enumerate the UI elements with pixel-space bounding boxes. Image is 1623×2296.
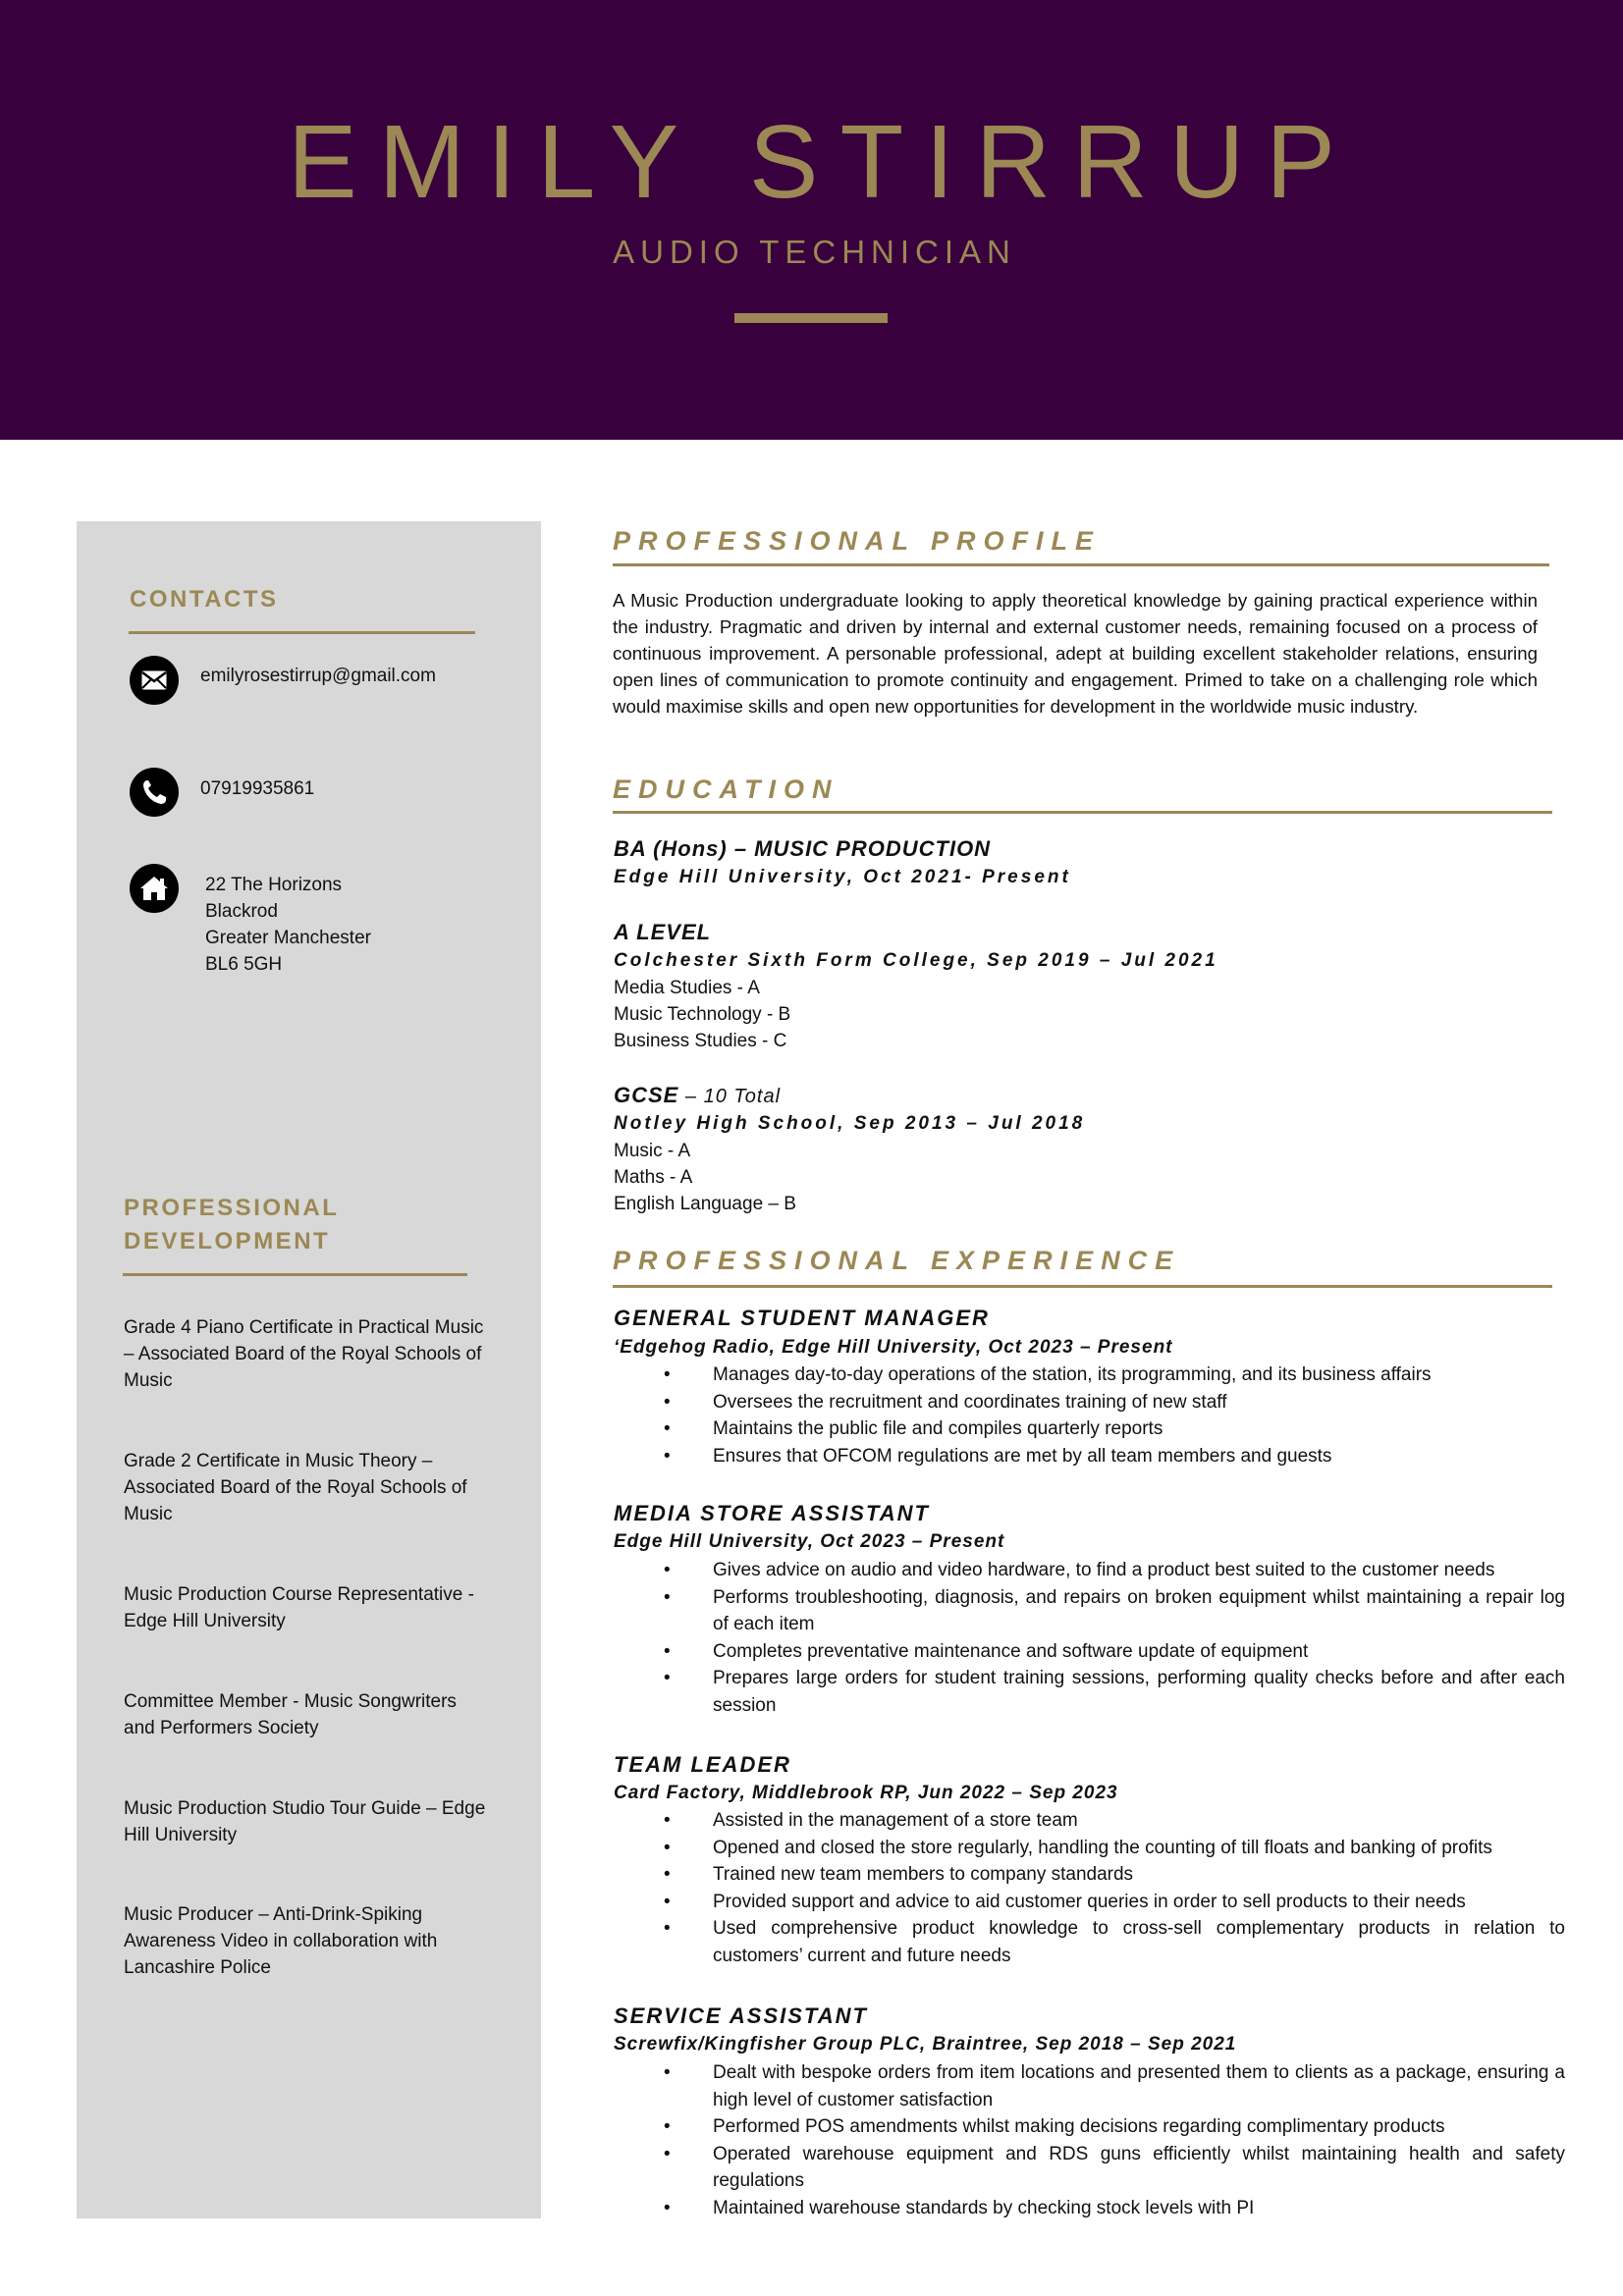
phone-number: 07919935861 bbox=[200, 778, 315, 799]
email-link[interactable]: emilyrosestirrup@gmail.com bbox=[200, 666, 436, 686]
duty-item: • Maintains the public file and compiles quarterly reports bbox=[615, 1415, 1565, 1443]
duty-item: • Performs troubleshooting, diagnosis, and repairs on broken equipment whilst maintaining a repair log of each item bbox=[615, 1584, 1565, 1638]
duty-item: • Assisted in the management of a store team bbox=[615, 1807, 1565, 1835]
job-employer: ‘Edgehog Radio, Edge Hill University, Oct 2023 – Present bbox=[614, 1337, 1173, 1358]
grade-line: Music - A bbox=[614, 1141, 691, 1161]
job-duties bbox=[615, 2059, 1565, 2222]
header-banner bbox=[0, 0, 1623, 440]
education-institution: Colchester Sixth Form College, Sep 2019 – Jul 2021 bbox=[614, 950, 1218, 971]
grade-line: Media Studies - A bbox=[614, 978, 760, 998]
contacts-divider bbox=[129, 631, 475, 634]
duty-item: • Opened and closed the store regularly, handling the counting of till floats and banking of profits bbox=[615, 1835, 1565, 1862]
job-employer: Card Factory, Middlebrook RP, Jun 2022 – Sep 2023 bbox=[614, 1783, 1118, 1803]
job-duties bbox=[615, 1807, 1565, 1970]
dev-item: Music Production Studio Tour Guide – Edge Hill University bbox=[124, 1798, 486, 1845]
grade-line: Maths - A bbox=[614, 1167, 693, 1188]
professional-development-heading bbox=[124, 1192, 339, 1258]
duty-item: • Operated warehouse equipment and RDS guns efficiently whilst maintaining health and safety regulations bbox=[615, 2141, 1565, 2195]
job-title: TEAM LEADER bbox=[614, 1752, 791, 1777]
contacts-heading: CONTACTS bbox=[130, 586, 279, 613]
dev-item: Committee Member - Music Songwriters and Performers Society bbox=[124, 1691, 457, 1738]
dev-item: Grade 2 Certificate in Music Theory – Associated Board of the Royal Schools of Music bbox=[124, 1451, 467, 1524]
education-divider bbox=[613, 811, 1552, 814]
duty-item: • Oversees the recruitment and coordinates training of new staff bbox=[615, 1389, 1565, 1416]
education-qualification bbox=[614, 1081, 781, 1111]
grades-list bbox=[614, 975, 790, 1054]
job-title: MEDIA STORE ASSISTANT bbox=[614, 1501, 930, 1525]
duty-item: • Maintained warehouse standards by checking stock levels with PI bbox=[615, 2195, 1565, 2222]
qualification-name: A LEVEL bbox=[614, 920, 712, 944]
phone-icon bbox=[130, 768, 179, 817]
address bbox=[205, 872, 371, 978]
home-icon bbox=[130, 864, 179, 913]
duty-item: • Gives advice on audio and video hardware, to find a product best suited to the customer needs bbox=[615, 1557, 1565, 1584]
job-employer: Edge Hill University, Oct 2023 – Present bbox=[614, 1531, 1005, 1552]
qualification-name: GCSE bbox=[614, 1083, 679, 1107]
envelope-icon bbox=[130, 656, 179, 705]
duty-item: • Manages day-to-day operations of the station, its programming, and its business affairs bbox=[615, 1362, 1565, 1389]
grades-list bbox=[614, 1138, 796, 1217]
duty-item: • Provided support and advice to aid customer queries in order to sell products to their needs bbox=[615, 1889, 1565, 1916]
candidate-name: EMILY STIRRUP bbox=[287, 104, 1358, 220]
duty-item: • Prepares large orders for student training sessions, performing quality checks before and after each session bbox=[615, 1665, 1565, 1719]
dev-item: Music Producer – Anti-Drink-Spiking Awareness Video in collaboration with Lancashire Police bbox=[124, 1904, 438, 1978]
job-title: SERVICE ASSISTANT bbox=[614, 2003, 868, 2028]
duty-item: • Performed POS amendments whilst making decisions regarding complimentary products bbox=[615, 2113, 1565, 2141]
duty-item: • Completes preventative maintenance and software update of equipment bbox=[615, 1638, 1565, 1666]
profile-heading: PROFESSIONAL PROFILE bbox=[613, 526, 1102, 556]
experience-heading: PROFESSIONAL EXPERIENCE bbox=[613, 1246, 1181, 1275]
duty-item: • Used comprehensive product knowledge to cross-sell complementary products in relation to customers’ current and future needs bbox=[615, 1915, 1565, 1969]
profile-divider bbox=[613, 563, 1549, 566]
job-employer: Screwfix/Kingfisher Group PLC, Braintree, Sep 2018 – Sep 2021 bbox=[614, 2034, 1237, 2055]
address-line: BL6 5GH bbox=[205, 954, 283, 975]
duty-item: • Ensures that OFCOM regulations are met by all team members and guests bbox=[615, 1443, 1565, 1470]
job-duties bbox=[615, 1557, 1565, 1720]
dev-heading-line: PROFESSIONAL bbox=[124, 1195, 340, 1221]
dev-heading-line: DEVELOPMENT bbox=[124, 1228, 331, 1255]
job-duties bbox=[615, 1362, 1565, 1469]
education-qualification bbox=[614, 834, 991, 864]
header-divider bbox=[734, 313, 888, 323]
profile-text: A Music Production undergraduate looking to apply theoretical knowledge by gaining practical experience within the industry. Pragmatic and driven by internal and external customer needs, remaining focused on a process of continuous improvement. A personable professional, adept at building excellent stakeholder relations, ensuring open lines of communication to promote continuity and engagement. Primed to take on a challenging role which would maximise skills and open new opportunities for development in the worldwide music industry. bbox=[613, 590, 1538, 717]
duty-item: • Trained new team members to company standards bbox=[615, 1861, 1565, 1889]
grade-line: Business Studies - C bbox=[614, 1031, 787, 1051]
address-line: Blackrod bbox=[205, 901, 278, 922]
address-line: 22 The Horizons bbox=[205, 875, 343, 895]
education-institution: Notley High School, Sep 2013 – Jul 2018 bbox=[614, 1113, 1086, 1134]
education-qualification bbox=[614, 918, 711, 947]
grade-line: English Language – B bbox=[614, 1194, 796, 1214]
address-line: Greater Manchester bbox=[205, 928, 371, 948]
experience-divider bbox=[613, 1285, 1552, 1288]
dev-item: Grade 4 Piano Certificate in Practical Music – Associated Board of the Royal Schools of Music bbox=[124, 1317, 484, 1391]
job-title: GENERAL STUDENT MANAGER bbox=[614, 1306, 990, 1330]
grade-line: Music Technology - B bbox=[614, 1004, 791, 1025]
education-heading: EDUCATION bbox=[613, 774, 839, 804]
qualification-name: BA (Hons) – MUSIC PRODUCTION bbox=[614, 836, 992, 861]
development-divider bbox=[123, 1273, 467, 1276]
duty-item: • Dealt with bespoke orders from item locations and presented them to clients as a package, ensuring a high level of customer satisfaction bbox=[615, 2059, 1565, 2113]
education-institution: Edge Hill University, Oct 2021- Present bbox=[614, 867, 1071, 887]
qualification-note: – 10 Total bbox=[678, 1086, 782, 1107]
dev-item: Music Production Course Representative - Edge Hill University bbox=[124, 1584, 474, 1631]
job-title: AUDIO TECHNICIAN bbox=[613, 234, 1016, 270]
